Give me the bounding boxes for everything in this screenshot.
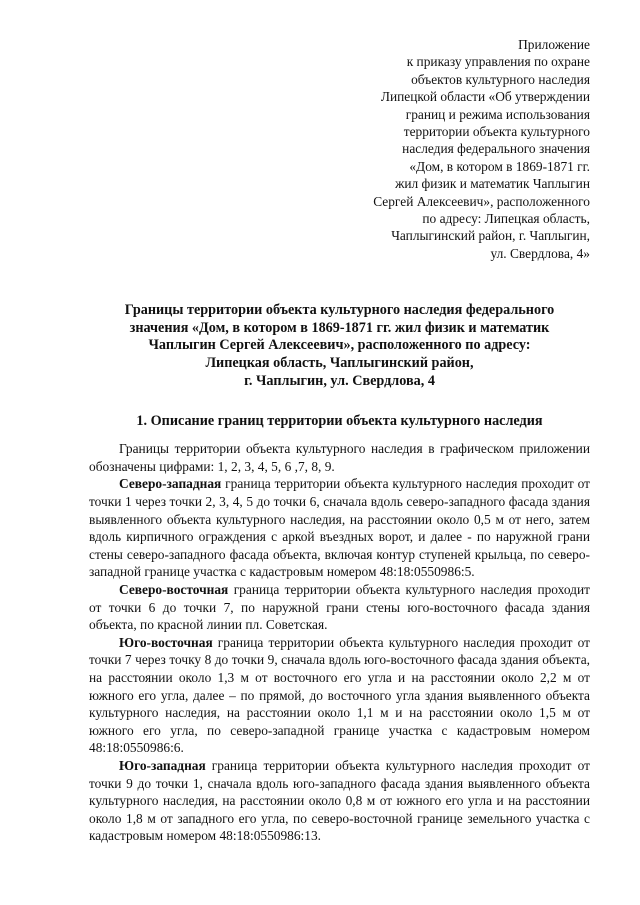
boundary-southwest-paragraph <box>89 757 590 845</box>
boundary-northwest-paragraph <box>89 475 590 581</box>
boundary-name: Северо-западная <box>119 476 222 492</box>
boundary-southeast-paragraph <box>89 634 590 757</box>
title-line: значения «Дом, в котором в 1869-1871 гг. жил физик и математик <box>129 319 550 336</box>
appendix-line: объектов культурного наследия <box>411 71 590 87</box>
section-heading: 1. Описание границ территории объекта культурного наследия <box>136 413 543 430</box>
title-line: Чаплыгин Сергей Алексеевич», расположенного по адресу: <box>148 337 531 354</box>
appendix-line: границ и режима использования <box>405 106 590 122</box>
appendix-line: Чаплыгинский район, г. Чаплыгин, <box>391 228 590 244</box>
appendix-line: к приказу управления по охране <box>406 54 590 70</box>
title-line: Липецкая область, Чаплыгинский район, <box>205 355 474 372</box>
boundary-text: граница территории объекта культурного наследия проходит от точки 1 через точки 2, 3, 4, 5 до точки 6, сначала вдоль северо-западного фасада здания выявленного объекта культурного наследия, на расстоянии около 0,5 м от него, затем вдоль кирпичного ограждения с аркой въездных ворот, и далее - по наружной грани стены северо-западного фасада объекта, включая контур ступеней крыльца, по северо-западной границе участка с кадастровым номером 48:18:0550986:5. <box>89 476 590 580</box>
boundary-name: Юго-восточная <box>119 634 213 650</box>
title-line: Границы территории объекта культурного наследия федерального <box>124 302 555 319</box>
boundary-text: граница территории объекта культурного наследия проходит от точки 7 через точку 8 до точки 9, сначала вдоль юго-восточного фасада здания объекта, на расстоянии около 1,3 м от восточного его угла и на расстоянии около 2,2 м от южного его угла, далее – по прямой, до восточного угла здания выявленного объекта культурного наследия, на расстоянии около 1,1 м и на расстоянии около 1,5 м от южного его угла, по северо-западной границе участка с кадастровым номером 48:18:0550986:6. <box>89 634 590 756</box>
boundary-name: Юго-западная <box>119 757 206 773</box>
appendix-line: наследия федерального значения <box>402 141 590 157</box>
boundary-northeast-paragraph <box>89 581 590 634</box>
appendix-line: Липецкой области «Об утверждении <box>380 89 590 105</box>
intro-paragraph: Границы территории объекта культурного наследия в графическом приложении обозначены цифрами: 1, 2, 3, 4, 5, 6 ,7, 8, 9. <box>89 441 590 474</box>
title-line: г. Чаплыгин, ул. Свердлова, 4 <box>244 372 435 389</box>
appendix-block <box>260 36 590 262</box>
appendix-line: Приложение <box>518 37 590 52</box>
document-title <box>89 302 590 390</box>
boundary-text: граница территории объекта культурного наследия проходит от точки 9 до точки 1, сначала вдоль юго-западного фасада здания выявленного объекта культурного наследия, на расстоянии около 0,8 м от южного его угла и на расстоянии около 1,8 м от западного его угла, по северо-восточной границе земельного участка с кадастровым номером 48:18:0550986:13. <box>89 757 590 844</box>
appendix-line: ул. Свердлова, 4» <box>490 245 590 261</box>
appendix-line: территории объекта культурного <box>403 124 590 140</box>
section-body <box>89 440 590 845</box>
appendix-line: Сергей Алексеевич», расположенного <box>373 193 590 209</box>
appendix-line: по адресу: Липецкая область, <box>422 211 590 227</box>
boundary-text: граница территории объекта культурного наследия проходит от точки 6 до точки 7, по наружной грани стены юго-восточного фасада здания объекта, по красной линии пл. Советская. <box>89 582 590 633</box>
appendix-line: жил физик и математик Чаплыгин <box>395 176 590 192</box>
appendix-line: «Дом, в котором в 1869-1871 гг. <box>409 158 590 174</box>
boundary-name: Северо-восточная <box>119 582 229 597</box>
